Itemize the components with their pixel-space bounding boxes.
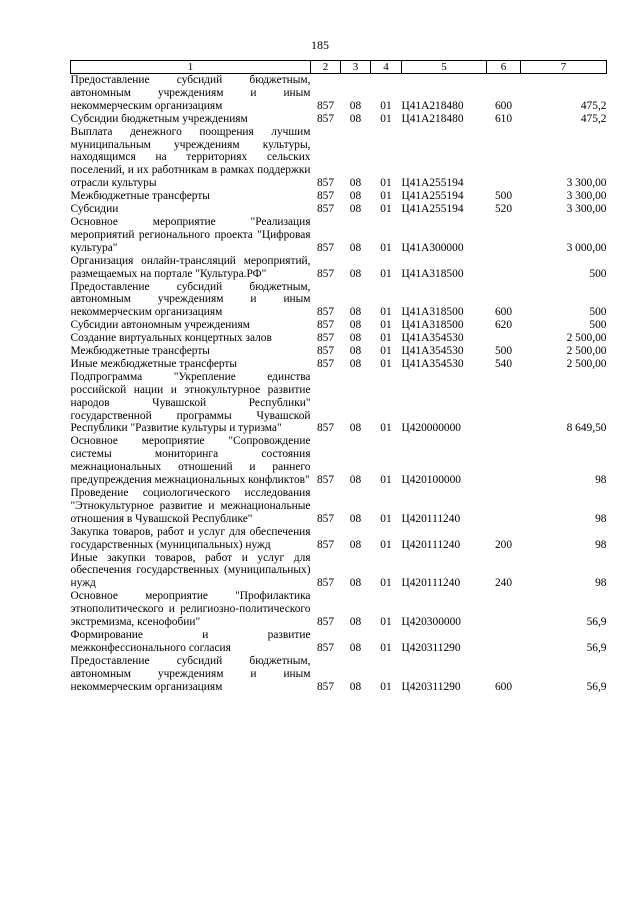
amount-cell: 500 [589, 319, 607, 332]
subsection-code-cell: 01 [380, 538, 392, 551]
row-name-cell: Формирование и развитие межконфессионального согласия [70, 628, 311, 654]
amount-cell: 3 300,00 [566, 203, 607, 216]
table-row [71, 319, 607, 332]
amount-cell: 500 [589, 267, 607, 280]
section-code-cell: 08 [349, 319, 362, 332]
target-item-cell: Ц41А354530 [401, 357, 464, 370]
subsection-code-cell: 01 [380, 474, 392, 487]
section-code-cell: 08 [349, 512, 362, 525]
column-header: 4 [371, 61, 402, 74]
target-item-cell: Ц420000000 [401, 422, 461, 435]
ministry-code-cell: 857 [316, 616, 335, 629]
ministry-code-cell: 857 [316, 641, 335, 654]
subsection-code-cell: 01 [380, 241, 392, 254]
column-header: 6 [487, 61, 521, 74]
expense-type-cell: 500 [494, 345, 513, 358]
ministry-code-cell: 857 [316, 422, 335, 435]
target-item-cell: Ц41А318500 [401, 267, 464, 280]
amount-cell: 8 649,50 [566, 422, 607, 435]
subsection-code-cell: 01 [380, 177, 392, 190]
row-name-cell: Межбюджетные трансферты [70, 190, 210, 203]
row-name-cell: Иные закупки товаров, работ и услуг для обеспечения государственных (муниципальных) нужд [70, 551, 311, 590]
table-row [71, 332, 607, 345]
ministry-code-cell: 857 [316, 267, 335, 280]
amount-cell: 3 300,00 [566, 190, 607, 203]
section-code-cell: 08 [349, 577, 362, 590]
table-row [71, 113, 607, 126]
table-row [71, 435, 607, 487]
subsection-code-cell: 01 [380, 357, 392, 370]
target-item-cell: Ц41А255194 [401, 190, 464, 203]
target-item-cell: Ц420311290 [401, 641, 461, 654]
section-code-cell: 08 [349, 422, 362, 435]
target-item-cell: Ц41А318500 [401, 319, 464, 332]
section-code-cell: 08 [349, 177, 362, 190]
amount-cell: 2 500,00 [566, 357, 607, 370]
section-code-cell: 08 [349, 112, 362, 125]
expense-type-cell [487, 590, 521, 629]
target-item-cell: Ц420111240 [401, 512, 461, 525]
expense-type-cell: 620 [494, 319, 513, 332]
row-name-cell: Субсидии бюджетным учреждениям [70, 112, 248, 125]
ministry-code-cell: 857 [316, 474, 335, 487]
target-item-cell: Ц420300000 [401, 616, 461, 629]
subsection-code-cell: 01 [380, 345, 392, 358]
section-code-cell: 08 [349, 241, 362, 254]
subsection-code-cell: 01 [380, 99, 392, 112]
row-name-cell: Предоставление субсидий бюджетным, автономным учреждениям и иным некоммерческим организациям [70, 654, 311, 693]
row-name-cell: Основное мероприятие "Профилактика этнополитического и религиозно-политического экстремизма, ксенофобии" [70, 590, 311, 629]
section-code-cell: 08 [349, 190, 362, 203]
expense-type-cell: 500 [494, 190, 513, 203]
target-item-cell: Ц41А318500 [401, 306, 464, 319]
table-row [71, 590, 607, 629]
section-code-cell: 08 [349, 99, 362, 112]
expense-type-cell [487, 629, 521, 655]
row-name-cell: Субсидии [70, 203, 119, 216]
expense-type-cell: 600 [494, 680, 513, 693]
row-name-cell: Межбюджетные трансферты [70, 345, 210, 358]
amount-cell: 3 000,00 [566, 241, 607, 254]
subsection-code-cell: 01 [380, 203, 392, 216]
expense-type-cell: 540 [494, 357, 513, 370]
target-item-cell: Ц420111240 [401, 577, 461, 590]
row-name-cell: Основное мероприятие "Реализация мероприятий регионального проекта "Цифровая культура" [70, 215, 311, 254]
section-code-cell: 08 [349, 332, 362, 345]
target-item-cell: Ц41А255194 [401, 177, 464, 190]
expense-type-cell [487, 255, 521, 281]
subsection-code-cell: 01 [380, 267, 392, 280]
row-name-cell: Выплата денежного поощрения лучшим муниципальным учреждениям культуры, находящимся на территориях сельских поселений, и их работникам в рамках поддержки отрасли культуры [70, 125, 311, 190]
expense-type-cell: 520 [494, 203, 513, 216]
subsection-code-cell: 01 [380, 319, 392, 332]
subsection-code-cell: 01 [380, 641, 392, 654]
amount-cell: 2 500,00 [566, 332, 607, 345]
section-code-cell: 08 [349, 680, 362, 693]
table-row [71, 126, 607, 191]
target-item-cell: Ц41А218480 [401, 99, 464, 112]
section-code-cell: 08 [349, 306, 362, 319]
column-header: 1 [71, 61, 311, 74]
table-row [71, 216, 607, 255]
ministry-code-cell: 857 [316, 512, 335, 525]
column-header: 7 [521, 61, 607, 74]
row-name-cell: Предоставление субсидий бюджетным, автономным учреждениям и иным некоммерческим организациям [70, 74, 311, 112]
ministry-code-cell: 857 [316, 345, 335, 358]
amount-cell: 56,9 [586, 616, 607, 629]
row-name-cell: Создание виртуальных концертных залов [70, 332, 272, 345]
section-code-cell: 08 [349, 641, 362, 654]
column-number-row [71, 61, 607, 74]
amount-cell: 3 300,00 [566, 177, 607, 190]
table-row [71, 487, 607, 526]
ministry-code-cell: 857 [316, 203, 335, 216]
ministry-code-cell: 857 [316, 112, 335, 125]
expense-type-cell [487, 371, 521, 436]
ministry-code-cell: 857 [316, 357, 335, 370]
column-header: 2 [311, 61, 341, 74]
amount-cell: 98 [595, 512, 607, 525]
row-name-cell: Иные межбюджетные трансферты [70, 357, 238, 370]
amount-cell: 475,2 [580, 99, 607, 112]
section-code-cell: 08 [349, 203, 362, 216]
amount-cell: 98 [595, 538, 607, 551]
expense-type-cell [487, 216, 521, 255]
ministry-code-cell: 857 [316, 538, 335, 551]
budget-table [70, 60, 607, 694]
target-item-cell: Ц41А255194 [401, 203, 464, 216]
subsection-code-cell: 01 [380, 680, 392, 693]
target-item-cell: Ц420111240 [401, 538, 461, 551]
target-item-cell: Ц41А218480 [401, 112, 464, 125]
section-code-cell: 08 [349, 538, 362, 551]
table-row [71, 281, 607, 320]
expense-type-cell: 240 [494, 577, 513, 590]
target-item-cell: Ц420311290 [401, 680, 461, 693]
row-name-cell: Подпрограмма "Укрепление единства российской нации и этнокультурное развитие народов Чувашской Республики" государственной программы Чувашской Республики "Развитие культуры и туризма" [70, 370, 311, 435]
ministry-code-cell: 857 [316, 177, 335, 190]
section-code-cell: 08 [349, 357, 362, 370]
target-item-cell: Ц41А300000 [401, 241, 464, 254]
column-header: 3 [341, 61, 371, 74]
row-name-cell: Проведение социологического исследования "Этнокультурное развитие и межнациональные отношения в Чувашской Республике" [70, 487, 311, 525]
ministry-code-cell: 857 [316, 319, 335, 332]
ministry-code-cell: 857 [316, 577, 335, 590]
section-code-cell: 08 [349, 267, 362, 280]
expense-type-cell: 200 [494, 538, 513, 551]
table-row [71, 203, 607, 216]
target-item-cell: Ц420100000 [401, 474, 461, 487]
section-code-cell: 08 [349, 345, 362, 358]
subsection-code-cell: 01 [380, 577, 392, 590]
row-name-cell: Субсидии автономным учреждениям [70, 319, 250, 332]
subsection-code-cell: 01 [380, 512, 392, 525]
table-row [71, 629, 607, 655]
row-name-cell: Предоставление субсидий бюджетным, автономным учреждениям и иным некоммерческим организациям [70, 280, 311, 319]
row-name-cell: Основное мероприятие "Сопровождение системы мониторинга состояния межнациональных отношений и раннего предупреждения межнациональных конфликтов" [70, 435, 311, 487]
table-row [71, 358, 607, 371]
table-row [71, 655, 607, 694]
table-row [71, 552, 607, 591]
amount-cell: 98 [595, 577, 607, 590]
row-name-cell: Закупка товаров, работ и услуг для обеспечения государственных (муниципальных) нужд [70, 525, 311, 551]
table-body [71, 74, 607, 694]
amount-cell: 475,2 [580, 112, 607, 125]
expense-type-cell: 600 [494, 99, 513, 112]
section-code-cell: 08 [349, 616, 362, 629]
subsection-code-cell: 01 [380, 306, 392, 319]
amount-cell: 500 [589, 306, 607, 319]
section-code-cell: 08 [349, 474, 362, 487]
table-row [71, 371, 607, 436]
expense-type-cell [487, 487, 521, 526]
amount-cell: 56,9 [586, 680, 607, 693]
amount-cell: 56,9 [586, 641, 607, 654]
subsection-code-cell: 01 [380, 112, 392, 125]
subsection-code-cell: 01 [380, 190, 392, 203]
subsection-code-cell: 01 [380, 616, 392, 629]
ministry-code-cell: 857 [316, 680, 335, 693]
ministry-code-cell: 857 [316, 190, 335, 203]
target-item-cell: Ц41А354530 [401, 332, 464, 345]
table-row [71, 345, 607, 358]
expense-type-cell [487, 332, 521, 345]
target-item-cell: Ц41А354530 [401, 345, 464, 358]
ministry-code-cell: 857 [316, 241, 335, 254]
row-name-cell: Организация онлайн-трансляций мероприятий, размещаемых на портале "Культура.РФ" [70, 254, 311, 280]
expense-type-cell: 600 [494, 306, 513, 319]
table-row [71, 74, 607, 113]
table-row [71, 190, 607, 203]
ministry-code-cell: 857 [316, 306, 335, 319]
amount-cell: 2 500,00 [566, 345, 607, 358]
table-header [71, 61, 607, 74]
amount-cell: 98 [595, 474, 607, 487]
expense-type-cell [487, 435, 521, 487]
subsection-code-cell: 01 [380, 332, 392, 345]
subsection-code-cell: 01 [380, 422, 392, 435]
table-row [71, 255, 607, 281]
expense-type-cell [487, 126, 521, 191]
column-header: 5 [402, 61, 487, 74]
table-row [71, 526, 607, 552]
expense-type-cell: 610 [494, 112, 513, 125]
ministry-code-cell: 857 [316, 332, 335, 345]
page-number: 185 [311, 38, 329, 52]
ministry-code-cell: 857 [316, 99, 335, 112]
